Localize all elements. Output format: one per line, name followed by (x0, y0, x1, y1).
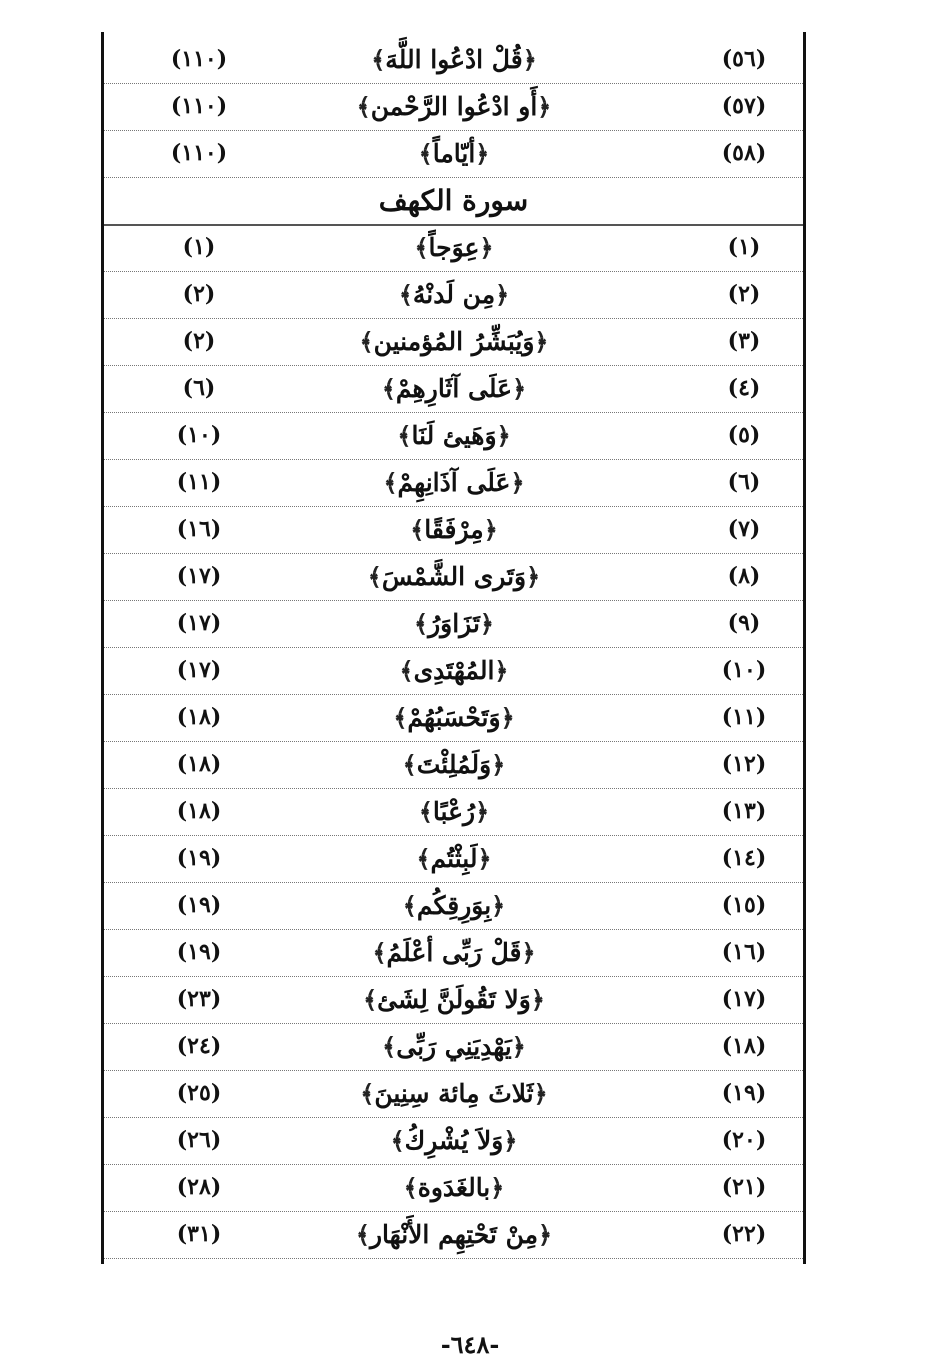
entry-index: (٥٨) (721, 140, 767, 166)
verse-number: (١) (182, 234, 216, 260)
verse-number: (٣١) (176, 1221, 222, 1247)
quran-word (274, 976, 634, 1023)
ornate-bracket-close-icon: ﴾ (367, 562, 382, 591)
table-row (104, 976, 803, 1024)
entry-index: (١) (727, 234, 761, 260)
entry-index: (٢١) (721, 1174, 767, 1200)
quran-word (274, 130, 634, 177)
entry-index: (٢٢) (721, 1221, 767, 1247)
verse-number: (١٨) (176, 704, 222, 730)
quran-word-text: وَلا تَقُولَنَّ لِشَئ (377, 985, 531, 1014)
ornate-bracket-open-icon: ﴿ (491, 891, 506, 920)
table-row (104, 365, 803, 413)
quran-word-text: مِنْ تَحْتِهِم الأَنْهَار (369, 1220, 538, 1249)
quran-word (274, 553, 634, 600)
entry-index: (١٤) (721, 845, 767, 871)
quran-word (274, 365, 634, 412)
quran-word-text: رُعْبًا (432, 797, 476, 826)
ornate-bracket-open-icon: ﴿ (537, 92, 552, 121)
verse-number: (٢٨) (176, 1174, 222, 1200)
verse-number: (٢٥) (176, 1080, 222, 1106)
ornate-bracket-close-icon: ﴾ (399, 656, 414, 685)
entry-index: (٥) (727, 422, 761, 448)
ornate-bracket-open-icon: ﴿ (538, 1220, 553, 1249)
ornate-bracket-open-icon: ﴿ (510, 468, 525, 497)
quran-word-text: وَيُبَشِّرُ المُؤمنين (373, 327, 535, 356)
ornate-bracket-close-icon: ﴾ (416, 844, 431, 873)
quran-word (274, 694, 634, 741)
table-row (104, 600, 803, 648)
table-row (104, 788, 803, 836)
quran-word-text: ثَلاثَ مِائة سِنِينَ (374, 1079, 534, 1108)
ornate-bracket-open-icon: ﴿ (477, 844, 492, 873)
quran-word-text: بِوَرِقِكُم (416, 891, 492, 920)
ornate-bracket-open-icon: ﴿ (512, 374, 527, 403)
table-row (104, 882, 803, 930)
ornate-bracket-open-icon: ﴿ (522, 45, 537, 74)
quran-word-text: وَلاَ يُشْرِكُ (404, 1126, 504, 1155)
quran-word (274, 788, 634, 835)
quran-word (274, 1164, 634, 1211)
quran-word (274, 1211, 634, 1258)
quran-word (274, 600, 634, 647)
ornate-bracket-open-icon: ﴿ (479, 609, 494, 638)
quran-word-text: المُهْتَدِى (413, 656, 495, 685)
quran-word (274, 459, 634, 506)
verse-number: (١٨) (176, 751, 222, 777)
entry-index: (٥٧) (721, 93, 767, 119)
verse-number: (٢) (182, 281, 216, 307)
ornate-bracket-close-icon: ﴾ (381, 374, 396, 403)
quran-word-text: وَلَمُلِئْتَ (416, 750, 492, 779)
entry-index: (٣) (727, 328, 761, 354)
ornate-bracket-close-icon: ﴾ (418, 139, 433, 168)
verse-number: (١٩) (176, 939, 222, 965)
entry-index: (٢) (727, 281, 761, 307)
entry-index: (١٧) (721, 986, 767, 1012)
surah-title: سورة الكهف (378, 184, 529, 217)
quran-word (274, 647, 634, 694)
ornate-bracket-close-icon: ﴾ (382, 1032, 397, 1061)
table-row (104, 36, 803, 84)
verse-number: (١٧) (176, 563, 222, 589)
table-row (104, 1164, 803, 1212)
quran-word-text: يَهْدِيَنِي رَبِّى (396, 1032, 512, 1061)
quran-word-text: أيّاماً (432, 139, 476, 168)
verse-number: (١٧) (176, 657, 222, 683)
quran-word (274, 929, 634, 976)
quran-word (274, 1117, 634, 1164)
entry-index: (٦) (727, 469, 761, 495)
verse-number: (١٩) (176, 845, 222, 871)
quran-word (274, 271, 634, 318)
verse-number: (١٩) (176, 892, 222, 918)
ornate-bracket-open-icon: ﴿ (511, 1032, 526, 1061)
ornate-bracket-open-icon: ﴿ (490, 1173, 505, 1202)
ornate-bracket-close-icon: ﴾ (397, 421, 412, 450)
quran-word-text: وَتَحْسَبُهُمْ (407, 703, 501, 732)
verse-number: (١١) (176, 469, 222, 495)
quran-word (274, 1070, 634, 1117)
entry-index: (٩) (727, 610, 761, 636)
ornate-bracket-close-icon: ﴾ (393, 703, 408, 732)
verse-number: (١٨) (176, 798, 222, 824)
quran-word-text: لَبِثْتُم (430, 844, 478, 873)
table-row (104, 459, 803, 507)
ornate-bracket-open-icon: ﴿ (521, 938, 536, 967)
verse-number: (١١٠) (170, 93, 228, 119)
ornate-bracket-close-icon: ﴾ (403, 1173, 418, 1202)
verse-number: (٢٣) (176, 986, 222, 1012)
ornate-bracket-close-icon: ﴾ (359, 327, 374, 356)
quran-word (274, 83, 634, 130)
quran-word (274, 412, 634, 459)
quran-word-text: بالغَدَوة (417, 1173, 491, 1202)
ornate-bracket-close-icon: ﴾ (363, 985, 378, 1014)
table-row (104, 1023, 803, 1071)
quran-word (274, 36, 634, 83)
quran-word (274, 741, 634, 788)
quran-word (274, 318, 634, 365)
table-row (104, 130, 803, 178)
table-row (104, 835, 803, 883)
quran-word-text: تَزَاوَرُ (428, 609, 480, 638)
quran-word-text: قَلْ رَبِّى أعْلَمُ (386, 938, 522, 967)
table-row (104, 224, 803, 272)
ornate-bracket-open-icon: ﴿ (533, 1079, 548, 1108)
quran-word-text: مِن لَدنْهُ (412, 280, 496, 309)
table-row (104, 929, 803, 977)
table-row (104, 318, 803, 366)
ornate-bracket-close-icon: ﴾ (402, 891, 417, 920)
quran-word (274, 506, 634, 553)
verse-number: (١٦) (176, 516, 222, 542)
ornate-bracket-open-icon: ﴿ (496, 421, 511, 450)
surah-heading-row (104, 177, 803, 226)
ornate-bracket-open-icon: ﴿ (483, 515, 498, 544)
ornate-bracket-close-icon: ﴾ (390, 1126, 405, 1155)
ornate-bracket-close-icon: ﴾ (372, 938, 387, 967)
quran-word-text: وَهَيئ لَنَا (411, 421, 497, 450)
table-row (104, 412, 803, 460)
entry-index: (١٠) (721, 657, 767, 683)
quran-word-text: أَو ادْعُوا الرَّحْمن (370, 92, 538, 121)
entry-index: (٧) (727, 516, 761, 542)
ornate-bracket-close-icon: ﴾ (383, 468, 398, 497)
entry-index: (٤) (727, 375, 761, 401)
table-row (104, 1211, 803, 1259)
table-row (104, 506, 803, 554)
ornate-bracket-open-icon: ﴿ (475, 797, 490, 826)
verse-number: (١١٠) (170, 140, 228, 166)
table-row (104, 83, 803, 131)
entry-index: (١٨) (721, 1033, 767, 1059)
quran-word-text: وَتَرى الشَّمْسَ (381, 562, 527, 591)
ornate-bracket-open-icon: ﴿ (534, 327, 549, 356)
entry-index: (٨) (727, 563, 761, 589)
table-row (104, 647, 803, 695)
quran-word-text: قُلْ ادْعُوا اللَّهَ (385, 45, 523, 74)
entry-index: (٢٠) (721, 1127, 767, 1153)
ornate-bracket-open-icon: ﴿ (500, 703, 515, 732)
index-table (101, 32, 806, 1264)
quran-word-text: عَلَى آذَانِهِمْ (397, 468, 511, 497)
verse-number: (٢٦) (176, 1127, 222, 1153)
entry-index: (١٢) (721, 751, 767, 777)
ornate-bracket-close-icon: ﴾ (418, 797, 433, 826)
ornate-bracket-open-icon: ﴿ (475, 139, 490, 168)
quran-word-text: مِرْفَقًا (424, 515, 484, 544)
entry-index: (١٥) (721, 892, 767, 918)
ornate-bracket-close-icon: ﴾ (414, 609, 429, 638)
ornate-bracket-open-icon: ﴿ (530, 985, 545, 1014)
table-row (104, 1070, 803, 1118)
ornate-bracket-close-icon: ﴾ (355, 1220, 370, 1249)
verse-number: (٢) (182, 328, 216, 354)
quran-word (274, 835, 634, 882)
quran-word-text: عَلَى آثَارِهِمْ (395, 374, 513, 403)
ornate-bracket-open-icon: ﴿ (526, 562, 541, 591)
verse-number: (١١٠) (170, 46, 228, 72)
table-row (104, 694, 803, 742)
entry-index: (١٣) (721, 798, 767, 824)
ornate-bracket-close-icon: ﴾ (402, 750, 417, 779)
quran-word-text: عِوَجاً (428, 233, 480, 262)
verse-number: (٦) (182, 375, 216, 401)
table-row (104, 1117, 803, 1165)
entry-index: (١١) (721, 704, 767, 730)
quran-word (274, 224, 634, 271)
ornate-bracket-open-icon: ﴿ (494, 656, 509, 685)
ornate-bracket-open-icon: ﴿ (479, 233, 494, 262)
entry-index: (١٩) (721, 1080, 767, 1106)
entry-index: (٥٦) (721, 46, 767, 72)
quran-word (274, 882, 634, 929)
ornate-bracket-close-icon: ﴾ (398, 280, 413, 309)
verse-number: (٢٤) (176, 1033, 222, 1059)
quran-word (274, 1023, 634, 1070)
ornate-bracket-close-icon: ﴾ (356, 92, 371, 121)
ornate-bracket-close-icon: ﴾ (414, 233, 429, 262)
verse-number: (١٧) (176, 610, 222, 636)
ornate-bracket-close-icon: ﴾ (410, 515, 425, 544)
entry-index: (١٦) (721, 939, 767, 965)
ornate-bracket-open-icon: ﴿ (503, 1126, 518, 1155)
table-row (104, 741, 803, 789)
table-row (104, 271, 803, 319)
verse-number: (١٠) (176, 422, 222, 448)
ornate-bracket-open-icon: ﴿ (495, 280, 510, 309)
ornate-bracket-close-icon: ﴾ (371, 45, 386, 74)
page-number: -٦٤٨- (440, 1330, 500, 1359)
ornate-bracket-close-icon: ﴾ (360, 1079, 375, 1108)
table-row (104, 553, 803, 601)
ornate-bracket-open-icon: ﴿ (491, 750, 506, 779)
